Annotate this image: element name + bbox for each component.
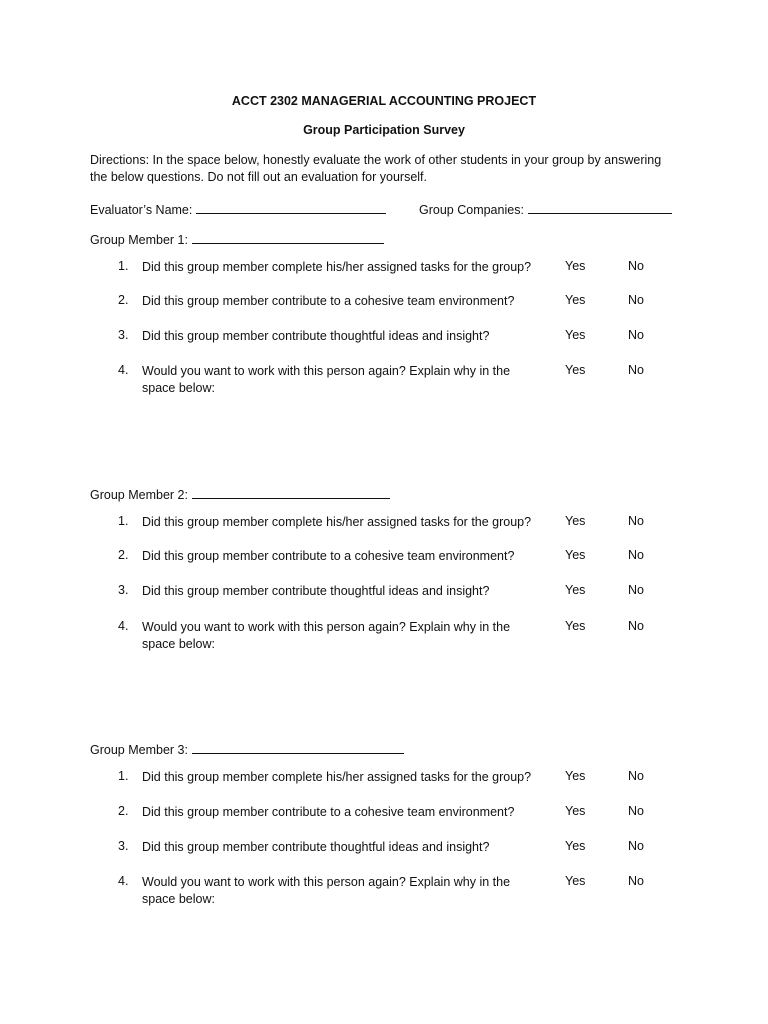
group-member-3-blank[interactable] (192, 740, 404, 754)
yes-option[interactable]: Yes (565, 619, 586, 633)
question-number: 2. (118, 804, 129, 818)
yes-option[interactable]: Yes (565, 839, 586, 853)
question-number: 3. (118, 328, 129, 342)
no-option[interactable]: No (628, 363, 644, 377)
question-row (0, 514, 768, 548)
question-row (0, 874, 768, 908)
question-number: 1. (118, 769, 129, 783)
question-number: 3. (118, 583, 129, 597)
group-member-2-blank[interactable] (192, 485, 390, 499)
yes-option[interactable]: Yes (565, 874, 586, 888)
question-row (0, 293, 768, 327)
question-text: Would you want to work with this person again? Explain why in the space below: (142, 620, 511, 651)
question-text: Did this group member complete his/her assigned tasks for the group? (142, 260, 532, 274)
yes-option[interactable]: Yes (565, 514, 586, 528)
directions-text: Directions: In the space below, honestly evaluate the work of other students in your group by answering the below questions. Do not fill out an evaluation for yourself. (90, 153, 662, 184)
question-number: 3. (118, 839, 129, 853)
question-row (0, 548, 768, 582)
question-number: 4. (118, 874, 129, 888)
question-number: 2. (118, 293, 129, 307)
yes-option[interactable]: Yes (565, 363, 586, 377)
question-text: Did this group member contribute to a cohesive team environment? (142, 549, 515, 563)
group-member-1-blank[interactable] (192, 230, 384, 244)
yes-option[interactable]: Yes (565, 259, 586, 273)
question-row (0, 583, 768, 617)
group-member-label: Group Member 2: (90, 488, 188, 502)
no-option[interactable]: No (628, 583, 644, 597)
group-companies-blank[interactable] (528, 200, 672, 214)
question-number: 1. (118, 259, 129, 273)
group-member-3-field[interactable] (90, 740, 404, 757)
no-option[interactable]: No (628, 293, 644, 307)
question-row (0, 769, 768, 803)
yes-option[interactable]: Yes (565, 583, 586, 597)
yes-option[interactable]: Yes (565, 328, 586, 342)
question-row (0, 839, 768, 873)
evaluator-name-blank[interactable] (196, 200, 386, 214)
yes-option[interactable]: Yes (565, 804, 586, 818)
no-option[interactable]: No (628, 328, 644, 342)
question-text: Did this group member contribute to a cohesive team environment? (142, 805, 515, 819)
no-option[interactable]: No (628, 839, 644, 853)
question-text: Would you want to work with this person again? Explain why in the space below: (142, 364, 511, 395)
yes-option[interactable]: Yes (565, 293, 586, 307)
no-option[interactable]: No (628, 548, 644, 562)
question-number: 4. (118, 619, 129, 633)
question-row (0, 328, 768, 362)
no-option[interactable]: No (628, 874, 644, 888)
evaluator-name-label: Evaluator’s Name: (90, 203, 193, 217)
no-option[interactable]: No (628, 804, 644, 818)
group-member-1-field[interactable] (90, 230, 384, 247)
document-title: ACCT 2302 MANAGERIAL ACCOUNTING PROJECT (231, 94, 537, 108)
question-text: Did this group member contribute to a cohesive team environment? (142, 294, 515, 308)
yes-option[interactable]: Yes (565, 548, 586, 562)
document-subtitle: Group Participation Survey (303, 123, 465, 137)
no-option[interactable]: No (628, 514, 644, 528)
question-row (0, 259, 768, 293)
question-text: Did this group member complete his/her assigned tasks for the group? (142, 515, 532, 529)
question-number: 4. (118, 363, 129, 377)
question-row (0, 804, 768, 838)
question-text: Did this group member complete his/her assigned tasks for the group? (142, 770, 532, 784)
question-number: 2. (118, 548, 129, 562)
question-row (0, 363, 768, 397)
yes-option[interactable]: Yes (565, 769, 586, 783)
question-number: 1. (118, 514, 129, 528)
question-text: Did this group member contribute thoughtful ideas and insight? (142, 840, 490, 854)
group-companies-field[interactable] (419, 200, 672, 217)
group-companies-label: Group Companies: (419, 203, 524, 217)
question-text: Did this group member contribute thoughtful ideas and insight? (142, 584, 490, 598)
question-row (0, 619, 768, 653)
no-option[interactable]: No (628, 619, 644, 633)
question-text: Would you want to work with this person again? Explain why in the space below: (142, 875, 511, 906)
group-member-label: Group Member 1: (90, 233, 188, 247)
question-text: Did this group member contribute thoughtful ideas and insight? (142, 329, 490, 343)
evaluator-name-field[interactable] (90, 200, 386, 217)
no-option[interactable]: No (628, 259, 644, 273)
group-member-label: Group Member 3: (90, 743, 188, 757)
group-member-2-field[interactable] (90, 485, 390, 502)
no-option[interactable]: No (628, 769, 644, 783)
